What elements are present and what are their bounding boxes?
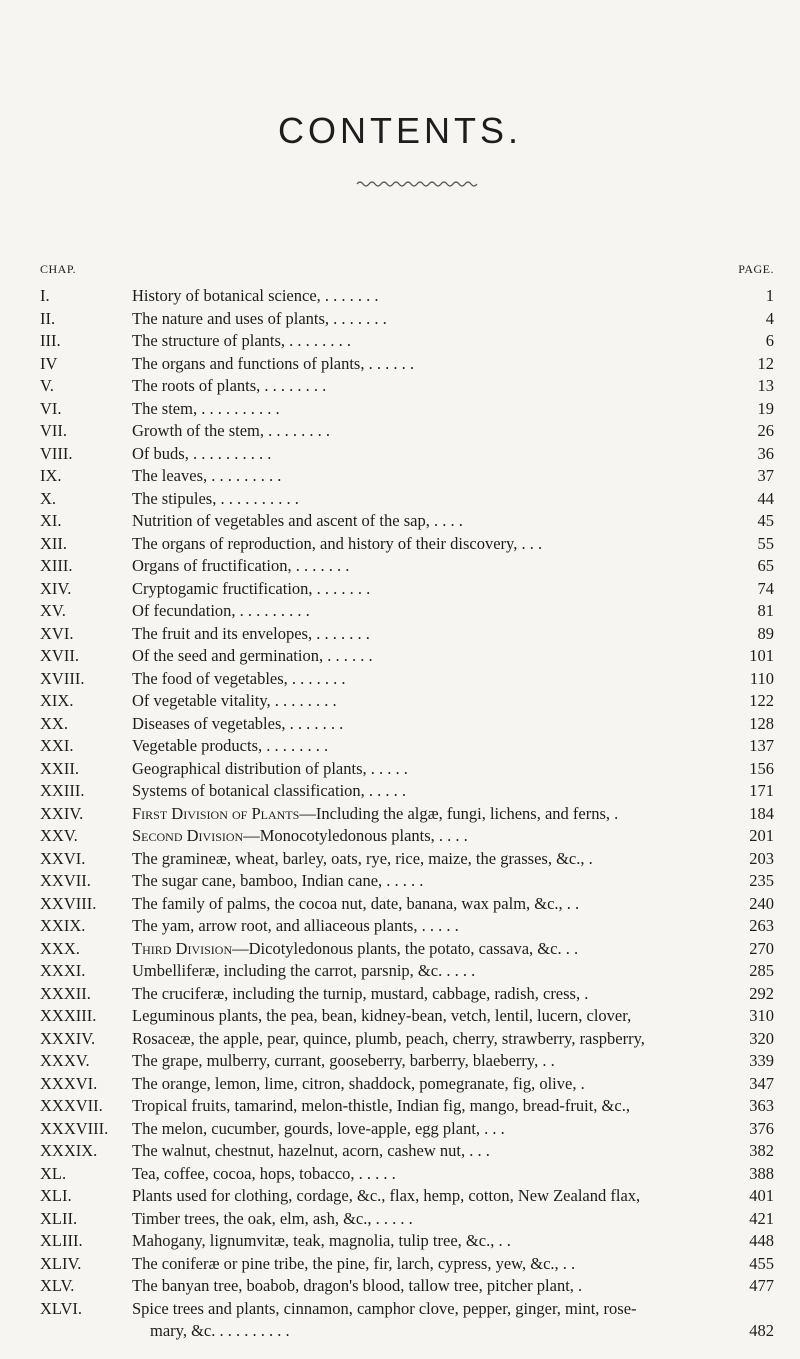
- page-number: 263: [749, 916, 774, 935]
- chapter-title: History of botanical science, . . . . . . .: [132, 286, 379, 305]
- page-number: 137: [749, 736, 774, 755]
- page-title: CONTENTS.: [277, 110, 522, 151]
- contents-entry: [0, 713, 800, 736]
- contents-entry: [0, 1073, 800, 1096]
- chapter-title: Geographical distribution of plants, . . . . .: [132, 758, 408, 778]
- chapter-number: VIII.: [40, 443, 73, 463]
- chapter-number: XXVI.: [40, 848, 86, 868]
- page-number: 6: [765, 331, 774, 350]
- contents-entry: [0, 353, 800, 376]
- contents-entry: [0, 960, 800, 983]
- chapter-title: Tea, coffee, cocoa, hops, tobacco, . . . . .: [132, 1163, 396, 1183]
- contents-entry: [0, 308, 800, 331]
- contents-entry: [0, 780, 800, 803]
- chapter-title: [132, 803, 618, 826]
- page-number: 128: [749, 713, 774, 733]
- division-heading: Second Division: [132, 826, 244, 845]
- chapter-title: [132, 825, 468, 848]
- page-number: 171: [749, 781, 774, 800]
- contents-entry: [0, 1253, 800, 1276]
- page-number: 74: [757, 578, 774, 598]
- chapter-number: XXV.: [40, 826, 78, 845]
- chapter-number: XVIII.: [40, 668, 85, 688]
- chapter-title: The roots of plants, . . . . . . . .: [132, 376, 327, 395]
- page-number: 36: [757, 443, 774, 463]
- chapter-title: The gramineæ, wheat, barley, oats, rye, rice, maize, the grasses, &c., .: [132, 848, 593, 868]
- chapter-title: [132, 938, 578, 961]
- contents-entry: [0, 443, 800, 466]
- contents-entry: [0, 668, 800, 691]
- chapter-title: Timber trees, the oak, elm, ash, &c., . . . . .: [132, 1208, 413, 1228]
- chapter-number: XXXI.: [40, 961, 86, 980]
- contents-list: [0, 285, 800, 1343]
- chapter-number: XXXV.: [40, 1051, 90, 1070]
- chapter-number: XX.: [40, 713, 68, 733]
- division-description: —Dicotyledonous plants, the potato, cassava, &c. . .: [232, 938, 579, 958]
- page-number: 81: [757, 601, 774, 620]
- page-number: 240: [749, 893, 774, 913]
- chapter-number: XV.: [40, 601, 66, 620]
- page-number: 45: [757, 511, 774, 530]
- contents-entry: [0, 533, 800, 556]
- chapter-number: XLI.: [40, 1186, 72, 1205]
- chapter-number: XXII.: [40, 758, 79, 778]
- chapter-title: The melon, cucumber, gourds, love-apple, egg plant, . . .: [132, 1118, 505, 1138]
- page-number: 235: [749, 871, 774, 890]
- chapter-number: XXVIII.: [40, 893, 97, 913]
- chapter-title: The orange, lemon, lime, citron, shaddock, pomegranate, fig, olive, .: [132, 1073, 585, 1093]
- page-number: 156: [749, 758, 774, 778]
- page-number: 1: [765, 286, 774, 305]
- chapter-title: Umbelliferæ, including the carrot, parsnip, &c. . . . .: [132, 961, 476, 980]
- page-number: 363: [749, 1096, 774, 1115]
- page-number: 382: [749, 1141, 774, 1160]
- chapter-number: XLIV.: [40, 1253, 82, 1273]
- chapter-number: XXXIX.: [40, 1141, 98, 1160]
- page-column-header: PAGE.: [738, 262, 774, 276]
- page-number: 201: [749, 826, 774, 845]
- chapter-title: Tropical fruits, tamarind, melon-thistle, Indian fig, mango, bread-fruit, &c.,: [132, 1096, 630, 1115]
- chapter-title: The walnut, chestnut, hazelnut, acorn, cashew nut, . . .: [132, 1141, 490, 1160]
- contents-entry: [0, 1163, 800, 1186]
- page-number: 270: [749, 938, 774, 958]
- page-number: 44: [757, 488, 774, 508]
- chapter-title: Of vegetable vitality, . . . . . . . .: [132, 691, 337, 710]
- contents-entry: [0, 1275, 800, 1298]
- chapter-title: Growth of the stem, . . . . . . . .: [132, 421, 330, 440]
- chapter-number: XXXIII.: [40, 1006, 97, 1025]
- page-number: 12: [757, 353, 774, 373]
- chapter-title: Leguminous plants, the pea, bean, kidney-bean, vetch, lentil, lucern, clover,: [132, 1006, 632, 1025]
- chapter-title: mary, &c. . . . . . . . . .: [150, 1321, 290, 1340]
- contents-entry: [0, 1095, 800, 1118]
- page-number: 89: [757, 623, 774, 643]
- chapter-number: XXVII.: [40, 871, 91, 890]
- page-number: 122: [749, 691, 774, 710]
- contents-entry: [0, 623, 800, 646]
- contents-entry: [0, 375, 800, 398]
- chapter-number: III.: [40, 331, 61, 350]
- page-number: 65: [757, 556, 774, 575]
- page-number: 320: [749, 1028, 774, 1048]
- chapter-title: The coniferæ or pine tribe, the pine, fir, larch, cypress, yew, &c., . .: [132, 1253, 576, 1273]
- chapter-number: XXIX.: [40, 916, 86, 935]
- contents-entry: [0, 1320, 800, 1343]
- page-number: 110: [749, 668, 774, 688]
- chapter-title: Diseases of vegetables, . . . . . . .: [132, 713, 344, 733]
- page-number: 388: [749, 1163, 774, 1183]
- chapter-number: XLIII.: [40, 1231, 83, 1250]
- chapter-number: XIII.: [40, 556, 73, 575]
- page-number: 401: [749, 1186, 774, 1205]
- chapter-title: The banyan tree, boabob, dragon's blood, tallow tree, pitcher plant, .: [132, 1276, 583, 1295]
- chapter-number: XXI.: [40, 736, 74, 755]
- page-number: 347: [749, 1073, 774, 1093]
- contents-entry: [0, 1028, 800, 1051]
- chapter-title: Rosaceæ, the apple, pear, quince, plumb, peach, cherry, strawberry, raspberry,: [132, 1028, 645, 1048]
- page-number: 376: [749, 1118, 774, 1138]
- contents-entry: [0, 870, 800, 893]
- contents-entry: [0, 893, 800, 916]
- division-description: —Monocotyledonous plants, . . . .: [243, 826, 468, 845]
- page-number: 203: [749, 848, 774, 868]
- chapter-number: XL.: [40, 1163, 67, 1183]
- chapter-title: The food of vegetables, . . . . . . .: [132, 668, 346, 688]
- page-number: 26: [757, 421, 774, 440]
- chapter-title: The nature and uses of plants, . . . . . . .: [132, 308, 387, 328]
- page-number: 13: [757, 376, 774, 395]
- contents-entry: [0, 1050, 800, 1073]
- chapter-number: XXIV.: [40, 803, 84, 823]
- chapter-title: The grape, mulberry, currant, gooseberry, barberry, blaeberry, . .: [132, 1051, 555, 1070]
- contents-entry: [0, 848, 800, 871]
- chapter-title: Nutrition of vegetables and ascent of the sap, . . . .: [132, 511, 463, 530]
- chapter-number: XXXVIII.: [40, 1118, 109, 1138]
- chapter-number: XXXVI.: [40, 1073, 98, 1093]
- contents-entry: [0, 1185, 800, 1208]
- chapter-title: The leaves, . . . . . . . . .: [132, 466, 282, 485]
- contents-entry: [0, 510, 800, 533]
- chapter-title: Systems of botanical classification, . . . . .: [132, 781, 407, 800]
- chapter-number: XI.: [40, 511, 62, 530]
- chapter-number: XXX.: [40, 938, 80, 958]
- chapter-title: Of the seed and germination, . . . . . .: [132, 646, 373, 665]
- chapter-title: Plants used for clothing, cordage, &c., flax, hemp, cotton, New Zealand flax,: [132, 1186, 641, 1205]
- contents-entry: [0, 285, 800, 308]
- contents-entry: [0, 1208, 800, 1231]
- page-number: 184: [749, 803, 774, 823]
- page-number: 19: [757, 398, 774, 418]
- chapter-title: The yam, arrow root, and alliaceous plants, . . . . .: [132, 916, 459, 935]
- contents-entry: [0, 1298, 800, 1321]
- page-number: 37: [757, 466, 774, 485]
- page-number: 310: [749, 1006, 774, 1025]
- page-number: 339: [749, 1051, 774, 1070]
- page-number: 421: [749, 1208, 774, 1228]
- contents-entry: [0, 465, 800, 488]
- page-number: 55: [757, 533, 774, 553]
- chapter-number: I.: [40, 286, 50, 305]
- chapter-number: XIX.: [40, 691, 74, 710]
- chapter-number: X.: [40, 488, 57, 508]
- contents-entry: [0, 803, 800, 826]
- contents-entry: [0, 488, 800, 511]
- chapter-title: The structure of plants, . . . . . . . .: [132, 331, 352, 350]
- division-heading: First Division of Plants: [132, 803, 300, 823]
- chapter-title: The fruit and its envelopes, . . . . . . .: [132, 623, 370, 643]
- contents-entry: [0, 1118, 800, 1141]
- division-heading: Third Division: [132, 938, 233, 958]
- page-number: 292: [749, 983, 774, 1003]
- chapter-number: XXXVII.: [40, 1096, 103, 1115]
- contents-entry: [0, 600, 800, 623]
- chapter-title: The organs of reproduction, and history of their discovery, . . .: [132, 533, 543, 553]
- chapter-number: V.: [40, 376, 54, 395]
- chapter-title: The sugar cane, bamboo, Indian cane, . . . . .: [132, 871, 424, 890]
- contents-entry: [0, 555, 800, 578]
- contents-entry: [0, 938, 800, 961]
- chapter-title: Vegetable products, . . . . . . . .: [132, 736, 329, 755]
- contents-entry: [0, 758, 800, 781]
- chapter-number: XIV.: [40, 578, 72, 598]
- chapter-number: VII.: [40, 421, 68, 440]
- chapter-number: II.: [40, 308, 56, 328]
- chapter-number: XVI.: [40, 623, 74, 643]
- chapter-number: IV: [40, 353, 58, 373]
- page-number: 4: [765, 308, 774, 328]
- chapter-number: XLVI.: [40, 1298, 83, 1318]
- contents-entry: [0, 1140, 800, 1163]
- chapter-number: XLV.: [40, 1276, 75, 1295]
- chapter-title: Of fecundation, . . . . . . . . .: [132, 601, 310, 620]
- division-description: —Including the algæ, fungi, lichens, and ferns, .: [299, 803, 619, 823]
- page-number: 477: [749, 1276, 774, 1295]
- chapter-title: Mahogany, lignumvitæ, teak, magnolia, tulip tree, &c., . .: [132, 1231, 511, 1250]
- chapter-title: Organs of fructification, . . . . . . .: [132, 556, 350, 575]
- chapter-column-header: CHAP.: [40, 262, 77, 276]
- contents-entry: [0, 420, 800, 443]
- contents-entry: [0, 825, 800, 848]
- page-number: 455: [749, 1253, 774, 1273]
- contents-entry: [0, 645, 800, 668]
- chapter-title: The organs and functions of plants, . . . . . .: [132, 353, 414, 373]
- page-number: 101: [749, 646, 774, 665]
- page-number: 482: [749, 1321, 774, 1340]
- contents-entry: [0, 1005, 800, 1028]
- page-number: 448: [749, 1231, 774, 1250]
- chapter-number: XII.: [40, 533, 68, 553]
- contents-entry: [0, 1230, 800, 1253]
- chapter-title: Spice trees and plants, cinnamon, camphor clove, pepper, ginger, mint, rose-: [132, 1298, 637, 1318]
- ornament-divider: [355, 178, 480, 188]
- chapter-number: XXXII.: [40, 983, 91, 1003]
- chapter-title: The family of palms, the cocoa nut, date, banana, wax palm, &c., . .: [132, 893, 580, 913]
- chapter-title: The stipules, . . . . . . . . . .: [132, 488, 299, 508]
- chapter-number: XXIII.: [40, 781, 85, 800]
- chapter-title: The cruciferæ, including the turnip, mustard, cabbage, radish, cress, .: [132, 983, 589, 1003]
- contents-entry: [0, 578, 800, 601]
- contents-entry: [0, 983, 800, 1006]
- chapter-number: IX.: [40, 466, 62, 485]
- chapter-number: XLII.: [40, 1208, 78, 1228]
- chapter-number: XVII.: [40, 646, 79, 665]
- contents-entry: [0, 330, 800, 353]
- contents-entry: [0, 915, 800, 938]
- contents-entry: [0, 690, 800, 713]
- chapter-title: Of buds, . . . . . . . . . .: [132, 443, 272, 463]
- chapter-title: Cryptogamic fructification, . . . . . . .: [132, 578, 371, 598]
- contents-entry: [0, 398, 800, 421]
- chapter-number: VI.: [40, 398, 62, 418]
- chapter-title: The stem, . . . . . . . . . .: [132, 398, 280, 418]
- chapter-number: XXXIV.: [40, 1028, 96, 1048]
- contents-entry: [0, 735, 800, 758]
- page-number: 285: [749, 961, 774, 980]
